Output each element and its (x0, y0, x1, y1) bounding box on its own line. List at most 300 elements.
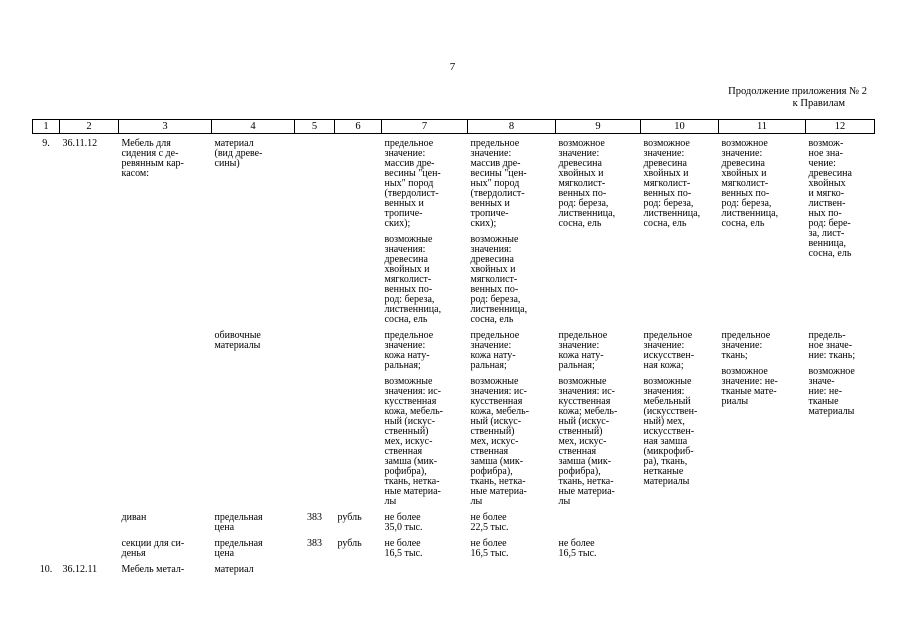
cell-text-line: сосна, ель (643, 218, 687, 229)
cell-paragraph (722, 139, 803, 229)
table-cell-col9 (556, 325, 641, 507)
table-cell-col5 (295, 559, 335, 575)
cell-text-line: ткань; (721, 350, 748, 361)
table-cell-col7 (382, 325, 468, 507)
cell-text-line: ревянным кар- (121, 158, 184, 169)
table-cell-col8 (468, 134, 556, 326)
cell-text-line: мебельный (643, 396, 691, 407)
cell-text-line: древесина (470, 254, 514, 265)
cell-text-line: кожа нату- (558, 350, 604, 361)
cell-text-line: ра), ткань, (643, 456, 688, 467)
cell-text-line: род: береза, (721, 198, 772, 209)
cell-text-line: мягколист- (721, 178, 769, 189)
cell-text-line: ральная; (384, 360, 421, 371)
cell-text-line: цена (214, 548, 235, 559)
cell-text-line: хвойных и (558, 168, 604, 179)
cell-text-line: ный (искус- (384, 416, 436, 427)
cell-text-line: предельное (721, 330, 771, 341)
cell-text-line: возможные (470, 376, 519, 387)
cell-paragraph (809, 139, 872, 259)
cell-text-line: тканые (808, 396, 839, 407)
cell-text-line: ное зна- (808, 148, 843, 159)
cell-text-line: значения: (470, 244, 512, 255)
cell-text-line: значе- (808, 376, 835, 387)
cell-text-line: 9. (42, 138, 50, 149)
cell-text-line: обивочные (214, 330, 261, 341)
table-cell-col7 (382, 533, 468, 559)
column-header: 5 (295, 120, 335, 134)
cell-paragraph (722, 367, 803, 407)
cell-paragraph (559, 331, 638, 371)
column-header: 6 (335, 120, 382, 134)
cell-text-line: массив дре- (470, 158, 521, 169)
cell-text-line: замша (мик- (558, 456, 612, 467)
cell-text-line: листвен- (808, 198, 846, 209)
cell-text-line: род: бере- (808, 218, 851, 229)
cell-paragraph (338, 513, 379, 523)
cell-paragraph (722, 331, 803, 361)
table-cell-col2 (60, 507, 119, 533)
cell-text-line: род: береза, (384, 294, 435, 305)
cell-text-line: предельная (214, 538, 263, 549)
cell-text-line: за, лист- (808, 228, 845, 239)
cell-text-line: значение: (384, 148, 426, 159)
cell-text-line: замша (мик- (470, 456, 524, 467)
table-cell-col6 (335, 559, 382, 575)
cell-text-line: венных и (470, 198, 510, 209)
table-cell-col4 (212, 134, 295, 326)
cell-text-line: венных и (384, 198, 424, 209)
table-row (33, 533, 875, 559)
cell-text-line: не более (470, 512, 507, 523)
cell-text-line: значение: (643, 148, 685, 159)
appendix-continuation-note (728, 86, 867, 110)
cell-text-line: материалы (214, 340, 261, 351)
cell-text-line: ткань, нетка- (384, 476, 440, 487)
cell-paragraph (559, 539, 638, 559)
cell-text-line: ткань, нетка- (558, 476, 614, 487)
table-cell-col10 (641, 507, 719, 533)
cell-text-line: Мебель метал- (121, 564, 185, 575)
table-cell-col11 (719, 325, 806, 507)
table-body (33, 134, 875, 576)
cell-text-line: весины "цен- (470, 168, 527, 179)
requirements-table (32, 119, 875, 575)
column-header: 11 (719, 120, 806, 134)
cell-text-line: древесина (721, 158, 765, 169)
cell-text-line: ная замша (643, 436, 688, 447)
cell-text-line: возможное (558, 138, 605, 149)
table-cell-col3 (119, 134, 212, 326)
cell-text-line: ный) мех, (643, 416, 685, 427)
cell-text-line: хвойных (808, 178, 846, 189)
cell-text-line: не более (384, 512, 421, 523)
cell-text-line: 22,5 тыс. (470, 522, 509, 533)
cell-text-line: венных по- (558, 188, 607, 199)
cell-text-line: возмож- (808, 138, 844, 149)
cell-text-line: значение: не- (721, 376, 778, 387)
cell-paragraph (63, 139, 116, 149)
cell-text-line: ственная (558, 446, 597, 457)
table-cell-col4 (212, 507, 295, 533)
cell-paragraph (215, 539, 292, 559)
cell-paragraph (298, 539, 332, 549)
cell-text-line: (вид древе- (214, 148, 263, 159)
cell-paragraph (122, 565, 209, 575)
cell-text-line: предельное (470, 138, 520, 149)
cell-text-line: ных по- (808, 208, 842, 219)
cell-text-line: кожа, мебель- (470, 406, 529, 417)
cell-text-line: касом: (121, 168, 149, 179)
cell-text-line: кожа; мебель- (558, 406, 618, 417)
table-cell-col8 (468, 533, 556, 559)
table-cell-col10 (641, 134, 719, 326)
cell-paragraph (385, 331, 465, 371)
appendix-note-line1: Продолжение приложения № 2 (728, 86, 867, 97)
cell-paragraph (215, 331, 292, 351)
cell-text-line: тканые мате- (721, 386, 777, 397)
cell-paragraph (559, 377, 638, 507)
cell-text-line: материалы (643, 476, 690, 487)
table-cell-col5 (295, 533, 335, 559)
cell-text-line: значения: (643, 386, 685, 397)
cell-text-line: кожа нату- (470, 350, 516, 361)
cell-text-line: венница, (808, 238, 846, 249)
table-cell-col1 (33, 507, 60, 533)
cell-text-line: лы (470, 496, 483, 507)
table-cell-col2 (60, 325, 119, 507)
cell-text-line: род: береза, (643, 198, 694, 209)
cell-text-line: мягколист- (470, 274, 518, 285)
cell-text-line: значения: (384, 244, 426, 255)
cell-text-line: лиственница, (384, 304, 442, 315)
cell-text-line: род: береза, (470, 294, 521, 305)
cell-paragraph (471, 331, 553, 371)
cell-text-line: лиственница, (558, 208, 616, 219)
cell-text-line: возможные (470, 234, 519, 245)
cell-text-line: ственная (470, 446, 509, 457)
cell-text-line: мех, искус- (384, 436, 433, 447)
cell-text-line: хвойных и (384, 264, 430, 275)
column-header: 4 (212, 120, 295, 134)
cell-paragraph (559, 139, 638, 229)
cell-text-line: ткань, нетка- (470, 476, 526, 487)
table-cell-col11 (719, 507, 806, 533)
cell-text-line: 36.11.12 (62, 138, 98, 149)
cell-text-line: ные материа- (384, 486, 441, 497)
cell-text-line: предельное (470, 330, 520, 341)
table-cell-col3 (119, 559, 212, 575)
cell-paragraph (644, 331, 716, 371)
table-cell-col8 (468, 325, 556, 507)
cell-text-line: возможное (808, 366, 855, 377)
cell-text-line: хвойных и (643, 168, 689, 179)
column-header: 12 (806, 120, 875, 134)
cell-text-line: 36.12.11 (62, 564, 98, 575)
cell-paragraph (122, 139, 209, 179)
cell-text-line: диван (121, 512, 147, 523)
cell-text-line: сосна, ель (558, 218, 602, 229)
table-cell-col1 (33, 559, 60, 575)
table-cell-col10 (641, 559, 719, 575)
cell-text-line: рофибра), (384, 466, 427, 477)
cell-paragraph (385, 513, 465, 533)
cell-text-line: род: береза, (558, 198, 609, 209)
cell-text-line: сосна, ель (470, 314, 514, 325)
table-cell-col6 (335, 533, 382, 559)
cell-text-line: возможные (558, 376, 607, 387)
cell-text-line: материалы (808, 406, 855, 417)
cell-text-line: ный (искус- (470, 416, 522, 427)
cell-text-line: чение: (808, 158, 836, 169)
cell-text-line: сосна, ель (721, 218, 765, 229)
cell-paragraph (809, 367, 872, 417)
table-cell-col12 (806, 533, 875, 559)
cell-paragraph (809, 331, 872, 361)
cell-text-line: предельное (384, 138, 434, 149)
table-cell-col12 (806, 325, 875, 507)
cell-text-line: предельная (214, 512, 263, 523)
cell-text-line: материал (214, 138, 254, 149)
cell-text-line: весины "цен- (384, 168, 441, 179)
cell-text-line: значения: ис- (470, 386, 528, 397)
cell-text-line: ральная; (470, 360, 507, 371)
table-cell-col7 (382, 134, 468, 326)
table-cell-col3 (119, 533, 212, 559)
cell-text-line: мягколист- (643, 178, 691, 189)
cell-text-line: ный (искус- (558, 416, 610, 427)
cell-text-line: предельное (558, 330, 608, 341)
page-number: 7 (449, 61, 456, 73)
cell-paragraph (471, 513, 553, 533)
cell-text-line: предельное (384, 330, 434, 341)
cell-text-line: значение: (558, 148, 600, 159)
cell-text-line: рофибра), (470, 466, 513, 477)
cell-text-line: рубль (337, 512, 362, 523)
table-cell-col2 (60, 533, 119, 559)
table-cell-col8 (468, 507, 556, 533)
cell-text-line: кожа нату- (384, 350, 430, 361)
cell-text-line: ных" пород (384, 178, 434, 189)
cell-text-line: Мебель для (121, 138, 171, 149)
cell-text-line: сины) (214, 158, 240, 169)
cell-text-line: ных" пород (470, 178, 520, 189)
table-cell-col4 (212, 325, 295, 507)
table-row (33, 559, 875, 575)
cell-text-line: древесина (808, 168, 852, 179)
cell-paragraph (36, 139, 57, 149)
cell-text-line: возможное (721, 138, 768, 149)
cell-text-line: сидения с де- (121, 148, 179, 159)
cell-text-line: ственная (384, 446, 423, 457)
table-cell-col4 (212, 533, 295, 559)
cell-text-line: возможные (643, 376, 692, 387)
cell-paragraph (215, 513, 292, 533)
table-cell-col3 (119, 325, 212, 507)
cell-text-line: венных по- (643, 188, 692, 199)
cell-text-line: ральная; (558, 360, 595, 371)
cell-text-line: (твердолист- (470, 188, 525, 199)
cell-paragraph (63, 565, 116, 575)
table-cell-col9 (556, 134, 641, 326)
table-cell-col8 (468, 559, 556, 575)
cell-text-line: возможное (721, 366, 768, 377)
cell-text-line: значение: (721, 148, 763, 159)
cell-paragraph (471, 539, 553, 559)
cell-text-line: материал (214, 564, 254, 575)
cell-text-line: риалы (721, 396, 749, 407)
cell-text-line: массив дре- (384, 158, 435, 169)
cell-text-line: лиственница, (470, 304, 528, 315)
cell-text-line: ние: ткань; (808, 350, 856, 361)
cell-paragraph (215, 139, 292, 169)
cell-text-line: искусствен- (643, 426, 695, 437)
cell-paragraph (385, 377, 465, 507)
cell-text-line: кусственная (384, 396, 437, 407)
table-cell-col11 (719, 134, 806, 326)
cell-text-line: и мягко- (808, 188, 845, 199)
table-cell-col12 (806, 134, 875, 326)
table-cell-col1 (33, 325, 60, 507)
cell-text-line: мягколист- (384, 274, 432, 285)
table-cell-col9 (556, 507, 641, 533)
table-cell-col5 (295, 507, 335, 533)
cell-text-line: хвойных и (470, 264, 516, 275)
cell-text-line: ные материа- (558, 486, 615, 497)
table-cell-col6 (335, 325, 382, 507)
cell-text-line: (искусствен- (643, 406, 698, 417)
cell-text-line: ная кожа; (643, 360, 684, 371)
table-header-row (33, 120, 875, 134)
table-cell-col12 (806, 559, 875, 575)
cell-paragraph (122, 539, 209, 559)
cell-text-line: 35,0 тыс. (384, 522, 423, 533)
table-cell-col1 (33, 533, 60, 559)
cell-text-line: предельное (643, 330, 693, 341)
cell-paragraph (122, 513, 209, 523)
column-header: 10 (641, 120, 719, 134)
cell-text-line: тропиче- (384, 208, 423, 219)
cell-text-line: 16,5 тыс. (558, 548, 597, 559)
cell-paragraph (471, 377, 553, 507)
cell-text-line: мех, искус- (470, 436, 519, 447)
table-row (33, 325, 875, 507)
cell-paragraph (471, 139, 553, 229)
table-row (33, 134, 875, 326)
table-cell-col12 (806, 507, 875, 533)
cell-text-line: венных по- (721, 188, 770, 199)
cell-text-line: возможные (384, 234, 433, 245)
cell-text-line: (твердолист- (384, 188, 439, 199)
cell-text-line: кусственная (470, 396, 523, 407)
cell-text-line: сосна, ель (808, 248, 852, 259)
cell-text-line: рубль (337, 538, 362, 549)
cell-text-line: не более (558, 538, 595, 549)
cell-text-line: ственный) (384, 426, 429, 437)
cell-text-line: значение: (721, 340, 763, 351)
cell-paragraph (385, 235, 465, 325)
cell-text-line: лы (384, 496, 397, 507)
table-cell-col7 (382, 507, 468, 533)
table-cell-col7 (382, 559, 468, 575)
cell-paragraph (644, 139, 716, 229)
cell-text-line: значение: (558, 340, 600, 351)
cell-paragraph (338, 539, 379, 549)
cell-paragraph (36, 565, 57, 575)
column-header: 9 (556, 120, 641, 134)
cell-text-line: ные материа- (470, 486, 527, 497)
cell-text-line: 16,5 тыс. (384, 548, 423, 559)
cell-text-line: ственный) (470, 426, 515, 437)
table-cell-col5 (295, 134, 335, 326)
cell-text-line: ских); (384, 218, 411, 229)
table-cell-col2 (60, 559, 119, 575)
column-header: 7 (382, 120, 468, 134)
cell-text-line: ное значе- (808, 340, 853, 351)
table-cell-col11 (719, 559, 806, 575)
column-header: 8 (468, 120, 556, 134)
cell-text-line: значение: (384, 340, 426, 351)
cell-text-line: хвойных и (721, 168, 767, 179)
cell-paragraph (385, 139, 465, 229)
table-cell-col11 (719, 533, 806, 559)
cell-text-line: лиственница, (643, 208, 701, 219)
table-cell-col9 (556, 533, 641, 559)
column-header: 1 (33, 120, 60, 134)
cell-text-line: тропиче- (470, 208, 509, 219)
table-cell-col5 (295, 325, 335, 507)
cell-text-line: лиственница, (721, 208, 779, 219)
table-cell-col10 (641, 325, 719, 507)
cell-paragraph (215, 565, 292, 575)
cell-text-line: секции для си- (121, 538, 185, 549)
cell-text-line: значение: (470, 148, 512, 159)
cell-text-line: замша (мик- (384, 456, 438, 467)
cell-text-line: возможное (643, 138, 690, 149)
cell-text-line: не более (384, 538, 421, 549)
table-cell-col2 (60, 134, 119, 326)
cell-text-line: ских); (470, 218, 497, 229)
cell-text-line: древесина (384, 254, 428, 265)
cell-text-line: значения: ис- (558, 386, 616, 397)
cell-text-line: венных по- (384, 284, 433, 295)
cell-text-line: ние: не- (808, 386, 843, 397)
cell-text-line: мех, искус- (558, 436, 607, 447)
cell-text-line: значение: (643, 340, 685, 351)
table-cell-col9 (556, 559, 641, 575)
table-cell-col1 (33, 134, 60, 326)
cell-text-line: древесина (558, 158, 602, 169)
cell-paragraph (644, 377, 716, 487)
cell-text-line: лы (558, 496, 571, 507)
cell-text-line: 383 (307, 538, 322, 549)
table-cell-col6 (335, 134, 382, 326)
cell-text-line: мягколист- (558, 178, 606, 189)
cell-text-line: кожа, мебель- (384, 406, 443, 417)
column-header: 2 (60, 120, 119, 134)
cell-text-line: значение: (470, 340, 512, 351)
cell-text-line: нетканые (643, 466, 684, 477)
cell-text-line: 16,5 тыс. (470, 548, 509, 559)
cell-text-line: искусствен- (643, 350, 695, 361)
cell-text-line: цена (214, 522, 235, 533)
cell-text-line: значения: ис- (384, 386, 442, 397)
cell-text-line: сосна, ель (384, 314, 428, 325)
cell-text-line: возможные (384, 376, 433, 387)
cell-text-line: не более (470, 538, 507, 549)
cell-text-line: кусственная (558, 396, 611, 407)
cell-text-line: 383 (307, 512, 322, 523)
